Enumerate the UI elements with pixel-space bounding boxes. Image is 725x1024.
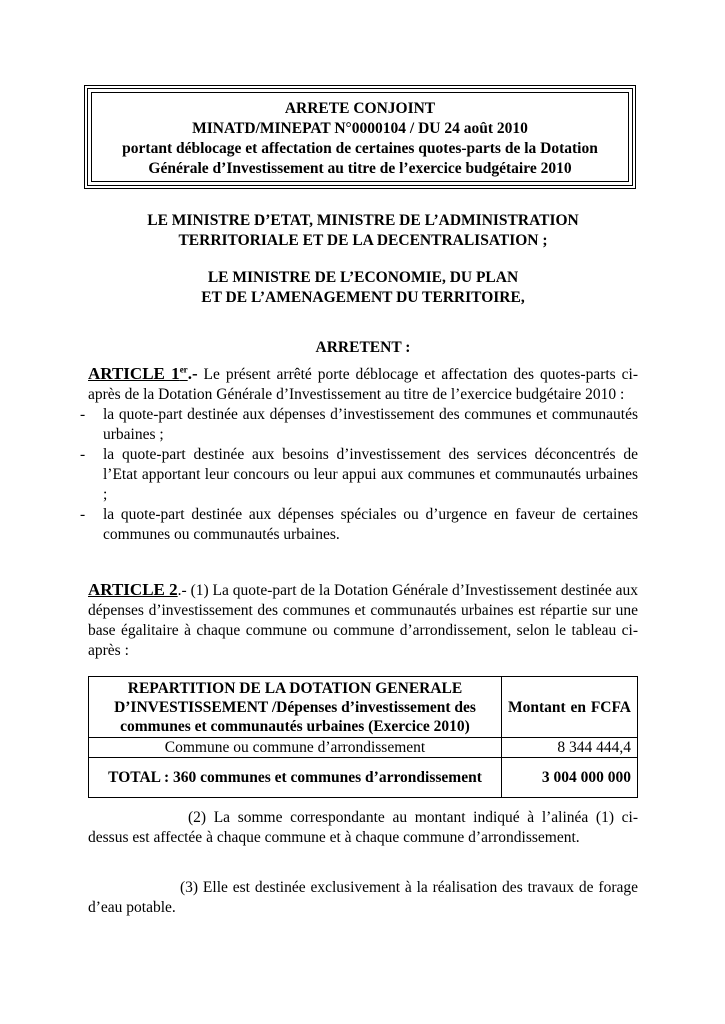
table-header-right: Montant en FCFA — [502, 677, 638, 738]
arretent-label: ARRETENT : — [315, 339, 411, 356]
decree-type: ARRETE CONJOINT — [284, 100, 436, 117]
article-1-bullet: - la quote-part destinée aux besoins d’investissement des services déconcentrés de l’Etat apportant leur concours ou leur appui aux communes et communautés urbaines ; — [80, 446, 638, 503]
minister-territorial-line-1: LE MINISTRE D’ETAT, MINISTRE DE L’ADMINISTRATION — [147, 212, 579, 229]
minister-economy-line-2: ET DE L’AMENAGEMENT DU TERRITOIRE, — [201, 289, 525, 306]
decree-heading — [88, 338, 638, 358]
article-1 — [80, 364, 638, 545]
minister-economy — [88, 268, 638, 308]
table-total-label: TOTAL : 360 communes et communes d’arrondissement — [89, 758, 502, 798]
table-row-value: 8 344 444,4 — [502, 738, 638, 758]
article-1-bullet: - la quote-part destinée aux dépenses spéciales ou d’urgence en faveur de certaines communes ou communautés urbaines. — [80, 506, 638, 543]
article-1-suffix: .- — [187, 364, 198, 383]
minister-economy-line-1: LE MINISTRE DE L’ECONOMIE, DU PLAN — [207, 269, 519, 286]
table-total-row — [89, 758, 638, 798]
decree-subject-line-2: Générale d’Investissement au titre de l’exercice budgétaire 2010 — [148, 160, 572, 177]
minister-territorial — [88, 211, 638, 251]
article-1-bullet: - la quote-part destinée aux dépenses d’investissement des communes et communautés urbaines ; — [80, 406, 638, 443]
minister-territorial-line-2: TERRITORIALE ET DE LA DECENTRALISATION ; — [178, 232, 548, 249]
article-2-suffix: .- — [177, 582, 187, 599]
table-total-value: 3 004 000 000 — [502, 758, 638, 798]
distribution-table — [88, 676, 638, 798]
article-2 — [88, 580, 638, 661]
table-header-row — [89, 677, 638, 738]
table-row-label: Commune ou commune d’arrondissement — [89, 738, 502, 758]
decree-number: MINATD/MINEPAT N°0000104 / DU 24 août 2010 — [192, 120, 528, 137]
article-1-intro — [88, 364, 638, 405]
table-header-left: REPARTITION DE LA DOTATION GENERALE D’INVESTISSEMENT /Dépenses d’investissement des communes et communautés urbaines (Exercice 2010) — [89, 677, 502, 738]
article-1-intro-text: Le présent arrêté porte déblocage et affectation des quotes-parts ci-après de la Dotation Générale d’Investissement au titre de l’exercice budgétaire 2010 : — [88, 366, 638, 403]
table-row — [89, 738, 638, 758]
decree-subject-line-1: portant déblocage et affectation de certaines quotes-parts de la Dotation — [122, 140, 598, 157]
title-inner — [91, 92, 629, 182]
article-1-label: ARTICLE 1er — [88, 364, 188, 383]
article-2-paragraph-2: (2) La somme correspondante au montant indiqué à l’alinéa (1) ci-dessus est affectée à chaque commune et à chaque commune d’arrondissement. — [88, 809, 638, 846]
title-box — [84, 85, 636, 189]
article-2-label: ARTICLE 2 — [88, 580, 178, 599]
article-2-text: (1) La quote-part de la Dotation Générale d’Investissement destinée aux dépenses d’investissement des communes et communautés urbaines est répartie sur une base égalitaire à chaque commune ou commune d’arrondissement, selon le tableau ci-après : — [88, 582, 638, 659]
article-2-paragraph-3: (3) Elle est destinée exclusivement à la réalisation des travaux de forage d’eau potable. — [88, 879, 638, 916]
